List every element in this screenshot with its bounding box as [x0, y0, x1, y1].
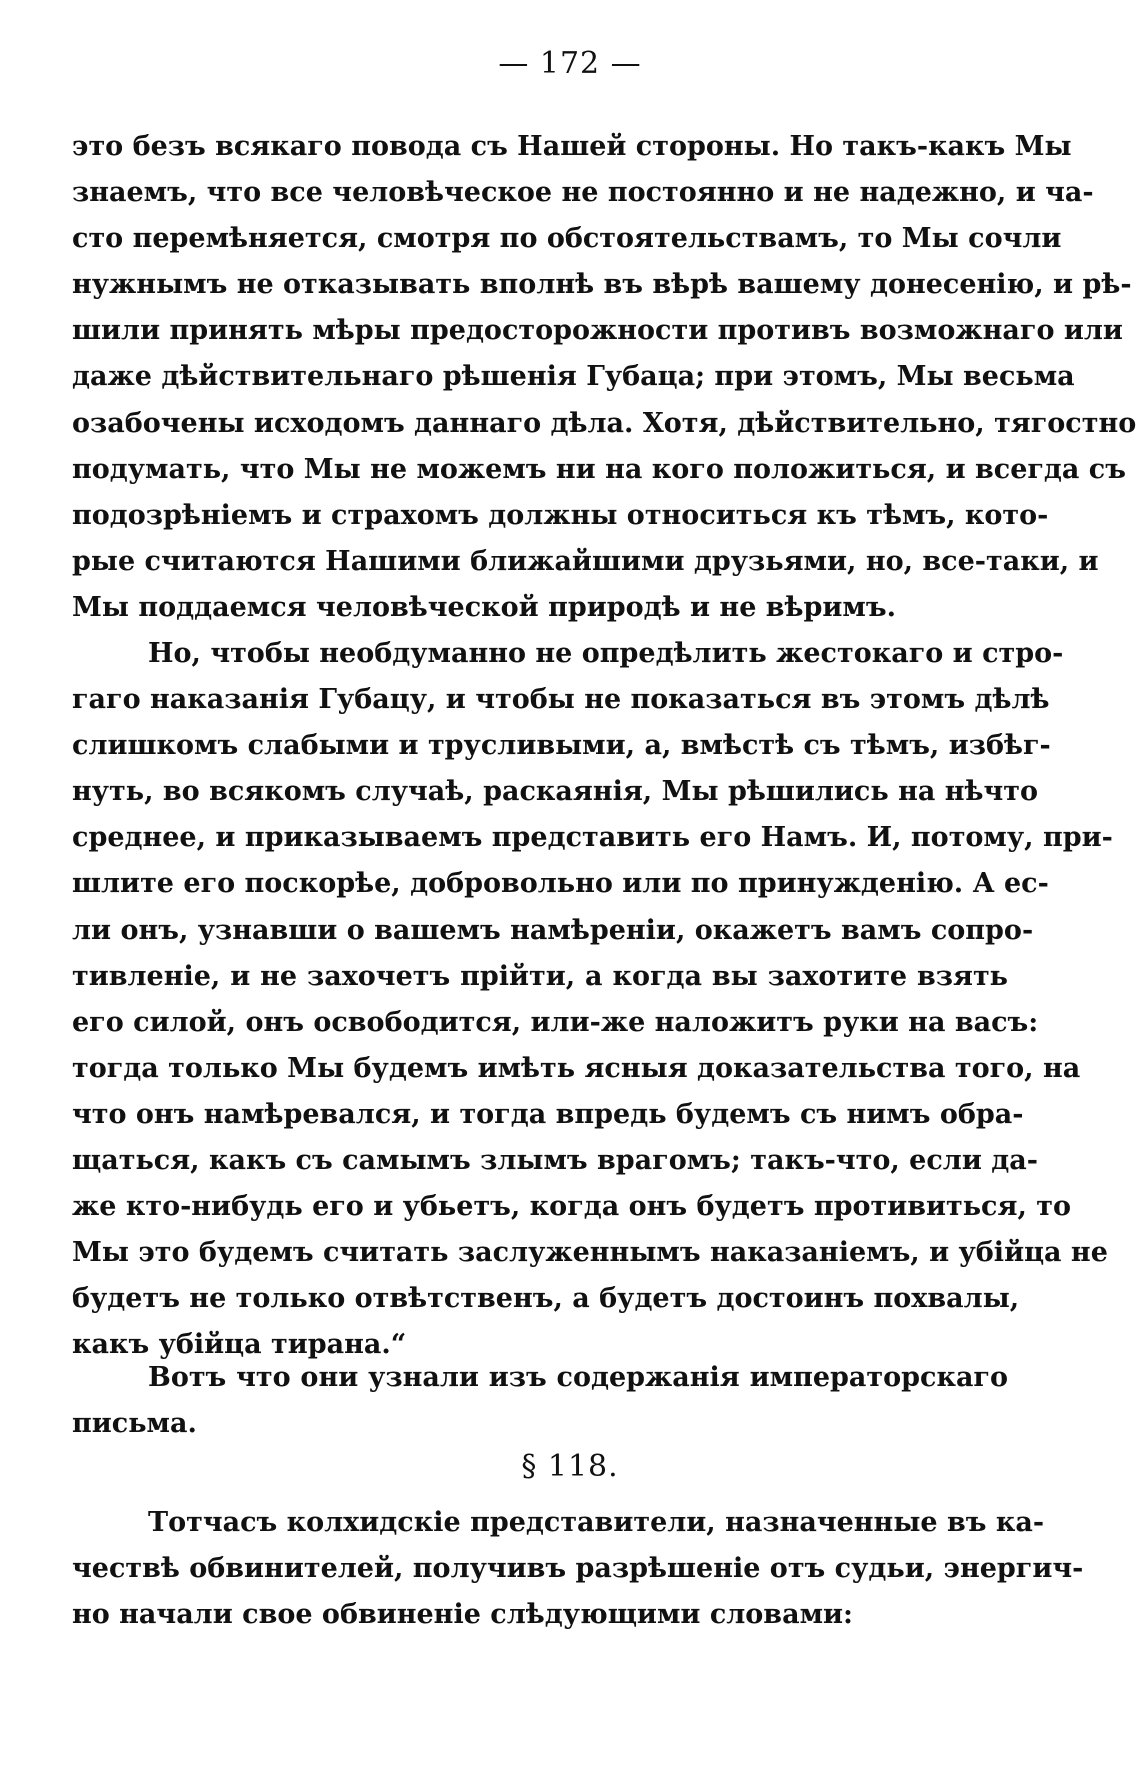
text-line: но начали свое обвиненіе слѣдующими словами:: [72, 1599, 854, 1631]
text-line: же кто-нибудь его и убьетъ, когда онъ будетъ противиться, то: [72, 1191, 1071, 1223]
paragraph-1: [72, 124, 1137, 631]
section-heading: § 118.: [521, 1449, 619, 1484]
text-line: сто перемѣняется, смотря по обстоятельствамъ, то Мы сочли: [72, 223, 1062, 255]
text-line: будетъ не только отвѣтственъ, а будетъ достоинъ похвалы,: [72, 1283, 1020, 1315]
text-line: Мы это будемъ считать заслуженнымъ наказаніемъ, и убійца не: [72, 1237, 1108, 1269]
text-line: озабочены исходомъ даннаго дѣла. Хотя, дѣйствительно, тягостно: [72, 407, 1137, 439]
text-line: тивленіе, и не захочетъ прійти, а когда вы захотите взять: [72, 960, 1008, 992]
paragraph-4: [72, 1500, 1084, 1638]
text-line: гаго наказанія Губацу, и чтобы не показаться въ этомъ дѣлѣ: [72, 684, 1050, 716]
text-line: какъ убійца тирана.“: [72, 1329, 407, 1361]
text-line: Вотъ что они узнали изъ содержанія императорскаго: [148, 1362, 1008, 1393]
text-line: Но, чтобы необдуманно не опредѣлить жестокаго и стро-: [148, 638, 1064, 669]
text-line: даже дѣйствительнаго рѣшенія Губаца; при этомъ, Мы весьма: [72, 361, 1075, 393]
text-line: шлите его поскорѣе, добровольно или по принужденію. А ес-: [72, 868, 1049, 900]
text-line: щаться, какъ съ самымъ злымъ врагомъ; такъ-что, если да-: [72, 1145, 1038, 1177]
text-line: шили принять мѣры предосторожности противъ возможнаго или: [72, 315, 1123, 347]
text-line: чествѣ обвинителей, получивъ разрѣшеніе отъ судьи, энергич-: [72, 1553, 1084, 1585]
text-line: Тотчасъ колхидскіе представители, назначенные въ ка-: [148, 1507, 1045, 1538]
text-line: его силой, онъ освободится, или-же наложитъ руки на васъ:: [72, 1006, 1039, 1038]
text-line: нуть, во всякомъ случаѣ, раскаянія, Мы рѣшились на нѣчто: [72, 776, 1039, 808]
paragraph-3: [72, 1355, 1008, 1447]
paragraph-2: [72, 631, 1113, 1369]
text-line: среднее, и приказываемъ представить его Намъ. И, потому, при-: [72, 822, 1113, 854]
text-line: подумать, что Мы не можемъ ни на кого положиться, и всегда съ: [72, 453, 1126, 485]
text-line: что онъ намѣревался, и тогда впредь будемъ съ нимъ обра-: [72, 1098, 1024, 1130]
text-line: тогда только Мы будемъ имѣть ясныя доказательства того, на: [72, 1052, 1081, 1084]
text-line: ли онъ, узнавши о вашемъ намѣреніи, окажетъ вамъ сопро-: [72, 914, 1034, 946]
page-number: — 172 —: [498, 46, 642, 81]
text-line: подозрѣніемъ и страхомъ должны относиться къ тѣмъ, кото-: [72, 499, 1049, 531]
text-line: письма.: [72, 1408, 197, 1440]
text-line: это безъ всякаго повода съ Нашей стороны. Но такъ-какъ Мы: [72, 131, 1072, 162]
text-line: нужнымъ не отказывать вполнѣ въ вѣрѣ вашему донесенію, и рѣ-: [72, 269, 1132, 301]
text-line: слишкомъ слабыми и трусливыми, а, вмѣстѣ съ тѣмъ, избѣг-: [72, 730, 1051, 762]
text-line: знаемъ, что все человѣческое не постоянно и не надежно, и ча-: [72, 177, 1094, 209]
text-line: рые считаются Нашими ближайшими друзьями, но, все-таки, и: [72, 545, 1099, 577]
text-line: Мы поддаемся человѣческой природѣ и не вѣримъ.: [72, 591, 896, 623]
